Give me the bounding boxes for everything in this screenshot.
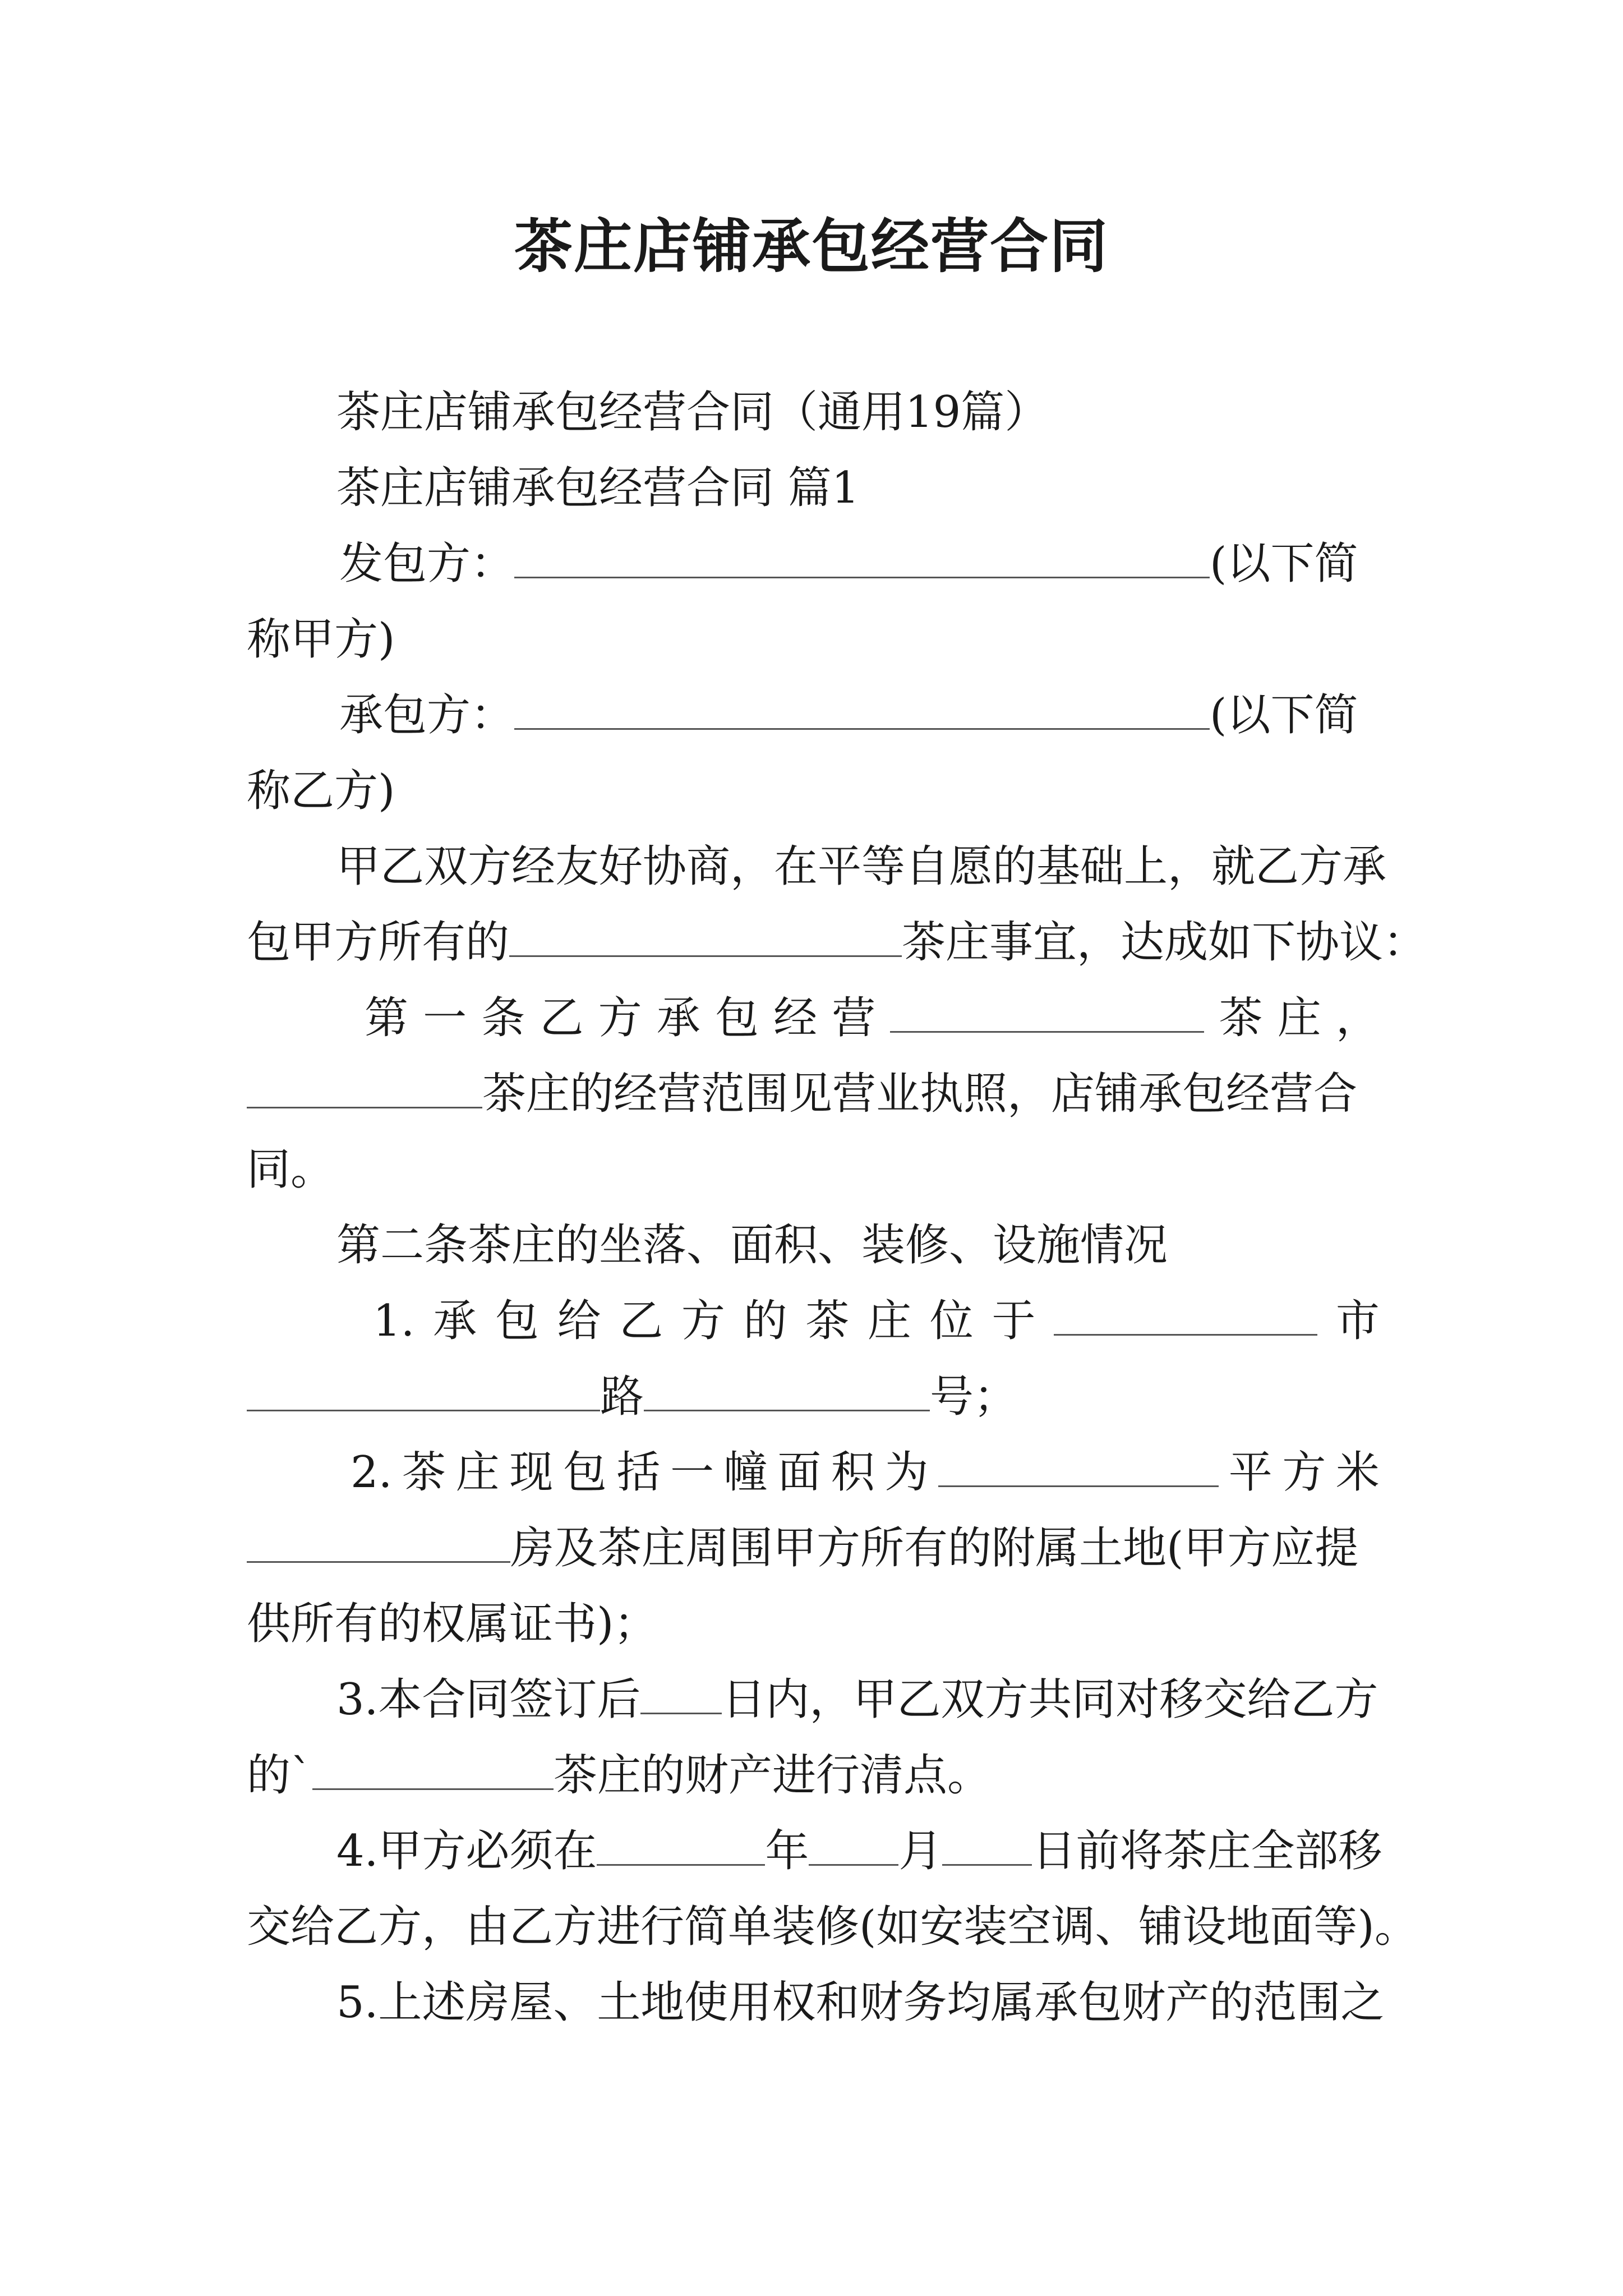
party-a-blank [514,541,1210,578]
year-label: 年 [765,1826,809,1876]
item-4-a: 4.甲方必须在 [336,1826,597,1876]
article-1-blank [890,995,1204,1033]
item-1-line-1 [373,1285,1380,1358]
subtitle: 茶庄店铺承包经营合同（通用19篇） [336,387,1049,438]
month-label: 月 [898,1826,943,1876]
item-2-line-1 [351,1436,1380,1509]
item-1-char: 1. [373,1296,415,1346]
item-1-char: 位 [929,1296,974,1346]
item-2-char: 括 [616,1447,661,1498]
item-2-char: 积 [831,1447,875,1498]
article-1-char: 乙 [540,993,584,1043]
article-1-char: 方 [598,993,642,1043]
intro-2a: 包甲方所有的 [247,917,510,968]
item-1-char: 包 [495,1296,539,1346]
article-1-end-char: 庄 [1277,993,1321,1043]
article-1-line-3: 同。 [247,1144,335,1195]
intro-blank [509,919,902,957]
item-3-2b: 茶庄的财产进行清点。 [554,1750,992,1801]
item-4-line-2: 交给乙方，由乙方进行简单装修(如安装空调、铺设地面等)。 [247,1902,1418,1952]
document-title: 茶庄店铺承包经营合同 [514,212,1109,280]
intro-2b: 茶庄事宜，达成如下协议： [902,917,1427,968]
article-1-char: 承 [656,993,700,1043]
item-1-char: 给 [557,1296,601,1346]
item-1-char: 茶 [805,1296,850,1346]
article-1-end-char: 茶 [1219,993,1263,1043]
article-1-char: 营 [832,993,876,1043]
number-blank [644,1374,930,1411]
item-1-char: 乙 [619,1296,663,1346]
road-label: 路 [600,1372,644,1422]
item-2-char: 幢 [723,1447,768,1498]
item-1-char: 承 [433,1296,477,1346]
article-1-blank-2 [247,1071,482,1108]
party-a-line [339,527,1380,600]
item-2-char: 茶 [402,1447,446,1498]
area-blank [938,1450,1219,1487]
city-blank [1054,1298,1317,1336]
city-label: 市 [1335,1296,1380,1346]
item-1-char: 于 [992,1296,1036,1346]
item-2-end-char: 米 [1335,1447,1380,1498]
number-label: 号； [930,1372,1018,1422]
intro-line-1: 甲乙双方经友好协商，在平等自愿的基础上，就乙方承 [336,841,1387,892]
item-2-char: 2. [351,1447,393,1498]
party-b-suffix: (以下简 [1210,690,1358,740]
item-1-char: 的 [743,1296,787,1346]
article-1-char: 经 [773,993,818,1043]
article-1-char: 一 [423,993,467,1043]
intro-line-2 [247,906,1427,979]
month-blank [809,1828,898,1866]
item-1-char: 庄 [868,1296,912,1346]
article-1-char: 条 [481,993,525,1043]
article-1-char: 包 [714,993,759,1043]
item-2-char: 一 [670,1447,714,1498]
day-blank [942,1828,1032,1866]
item-2-char: 为 [884,1447,929,1498]
year-blank [597,1828,765,1866]
item-2-char: 现 [509,1447,554,1498]
item-3-blank-2 [312,1752,554,1790]
item-2-text-2: 房及茶庄周围甲方所有的附属土地(甲方应提 [510,1523,1359,1573]
day-label: 日前将茶庄全部移 [1032,1826,1382,1876]
article-1-char: 第 [365,993,409,1043]
item-2-char: 包 [562,1447,607,1498]
party-b-label: 承包方： [339,690,515,740]
article-1-end-char: ， [1335,993,1380,1043]
party-a-suffix: (以下简 [1210,539,1358,589]
article-1-line-2 [247,1057,1380,1130]
party-b-line [339,679,1380,752]
item-3-b: 日内，甲乙双方共同对移交给乙方 [722,1674,1378,1725]
article-2-heading: 第二条茶庄的坐落、面积、装修、设施情况 [336,1220,1168,1271]
item-2-line-2 [247,1512,1380,1585]
item-4-line-1 [336,1815,1380,1888]
item-2-end-char: 平 [1228,1447,1272,1498]
item-2-char: 面 [777,1447,822,1498]
item-3-line-1 [336,1663,1380,1736]
party-b-blank [514,692,1210,730]
item-2-char: 庄 [455,1447,500,1498]
item-3-2a: 的` [247,1750,313,1801]
section-heading: 茶庄店铺承包经营合同 篇1 [336,463,860,513]
item-2-end-char: 方 [1282,1447,1326,1498]
item-1-char: 方 [681,1296,725,1346]
party-a-cont: 称甲方) [247,614,395,665]
item-2-line-3: 供所有的权属证书)； [247,1599,658,1649]
item-2-blank-2 [247,1525,510,1563]
item-3-line-2 [247,1739,1380,1812]
road-blank [247,1374,600,1411]
item-3-a: 3.本合同签订后 [336,1674,641,1725]
article-1-text-2: 茶庄的经营范围见营业执照，店铺承包经营合 [482,1069,1358,1119]
party-b-cont: 称乙方) [247,766,395,816]
item-1-line-2 [247,1360,1380,1433]
item-5-line-1: 5.上述房屋、土地使用权和财务均属承包财产的范围之 [336,1977,1385,2028]
article-1-line-1 [365,982,1380,1055]
days-blank [640,1677,722,1714]
party-a-label: 发包方： [339,539,515,589]
